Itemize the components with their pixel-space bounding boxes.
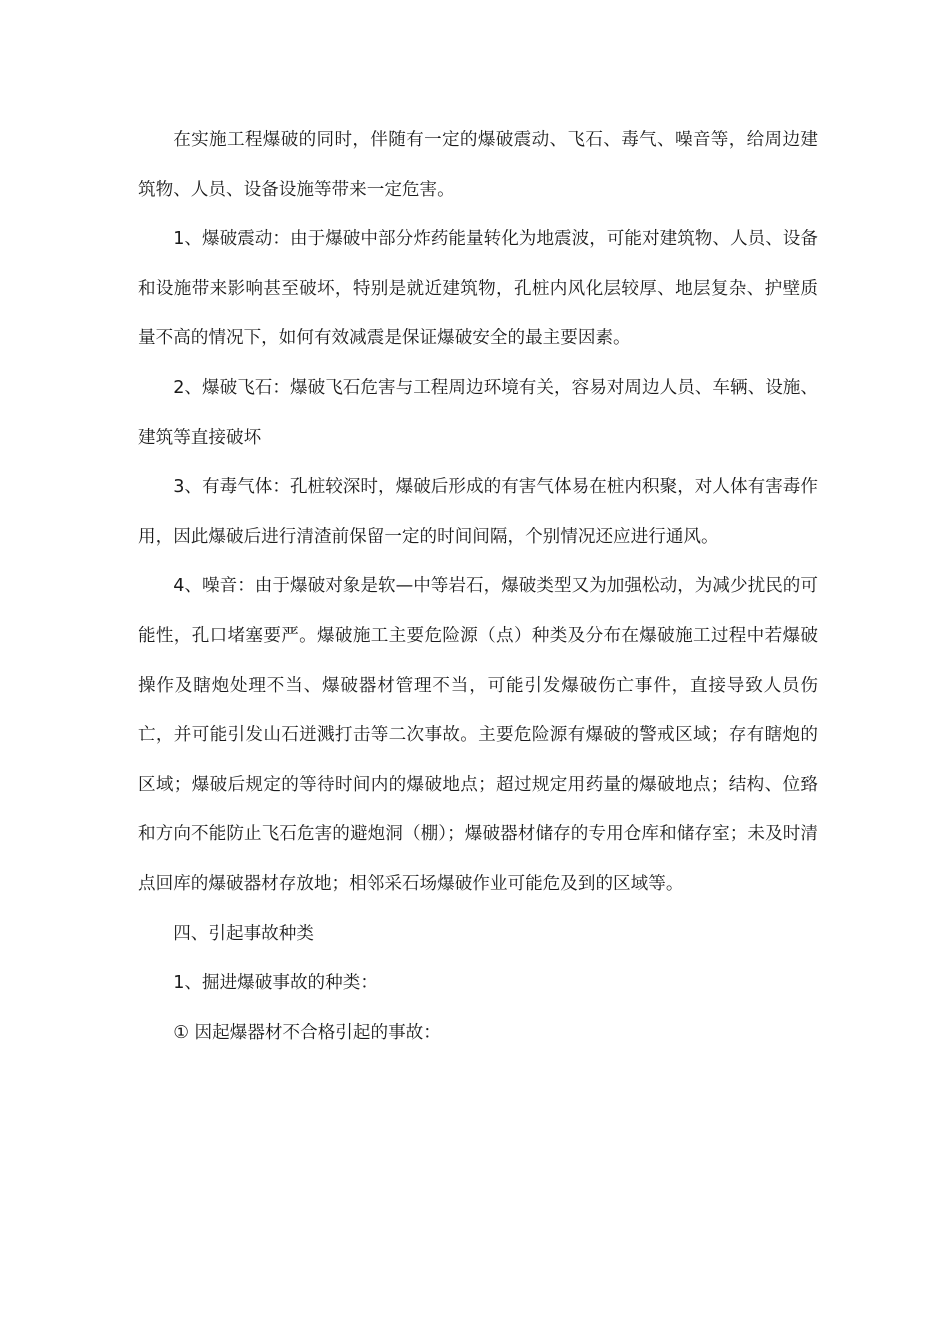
paragraph-toxic-gas: 3、有毒气体：孔桩较深时，爆破后形成的有害气体易在桩内积聚，对人体有害毒作用，因此爆破后进行清渣前保留一定的时间间隔，个别情况还应进行通风。	[138, 477, 818, 547]
document-body	[138, 116, 818, 1058]
section-heading-accident-types: 四、引起事故种类	[173, 923, 314, 944]
list-item-detonator-defect: ① 因起爆器材不合格引起的事故：	[173, 1022, 441, 1043]
paragraph-noise: 4、噪音：由于爆破对象是软—中等岩石，爆破类型又为加强松动，为减少扰民的可能性，孔口堵塞要严。爆破施工主要危险源（点）种类及分布在爆破施工过程中若爆破操作及瞎炮处理不当、爆破器材管理不当，可能引发爆破伤亡事件，直接导致人员伤亡，并可能引发山石迸溅打击等二次事故。主要危险源有爆破的警戒区域；存有瞎炮的区域；爆破后规定的等待时间内的爆破地点；超过规定用药量的爆破地点；结构、位臵和方向不能防止飞石危害的避炮洞（棚）；爆破器材储存的专用仓库和储存室；未及时清点回库的爆破器材存放地；相邻采石场爆破作业可能危及到的区域等。	[138, 576, 818, 894]
paragraph-blast-vibration: 1、爆破震动：由于爆破中部分炸药能量转化为地震波，可能对建筑物、人员、设备和设施带来影响甚至破坏，特别是就近建筑物，孔桩内风化层较厚、地层复杂、护壁质量不高的情况下，如何有效减震是保证爆破安全的最主要因素。	[138, 229, 818, 349]
paragraph-tunneling-accidents: 1、掘进爆破事故的种类：	[173, 973, 378, 994]
paragraph-flying-rock: 2、爆破飞石：爆破飞石危害与工程周边环境有关，容易对周边人员、车辆、设施、建筑等直接破坏	[138, 377, 818, 448]
paragraph-intro: 在实施工程爆破的同时，伴随有一定的爆破震动、飞石、毒气、噪音等，给周边建筑物、人员、设备设施等带来一定危害。	[138, 130, 818, 200]
